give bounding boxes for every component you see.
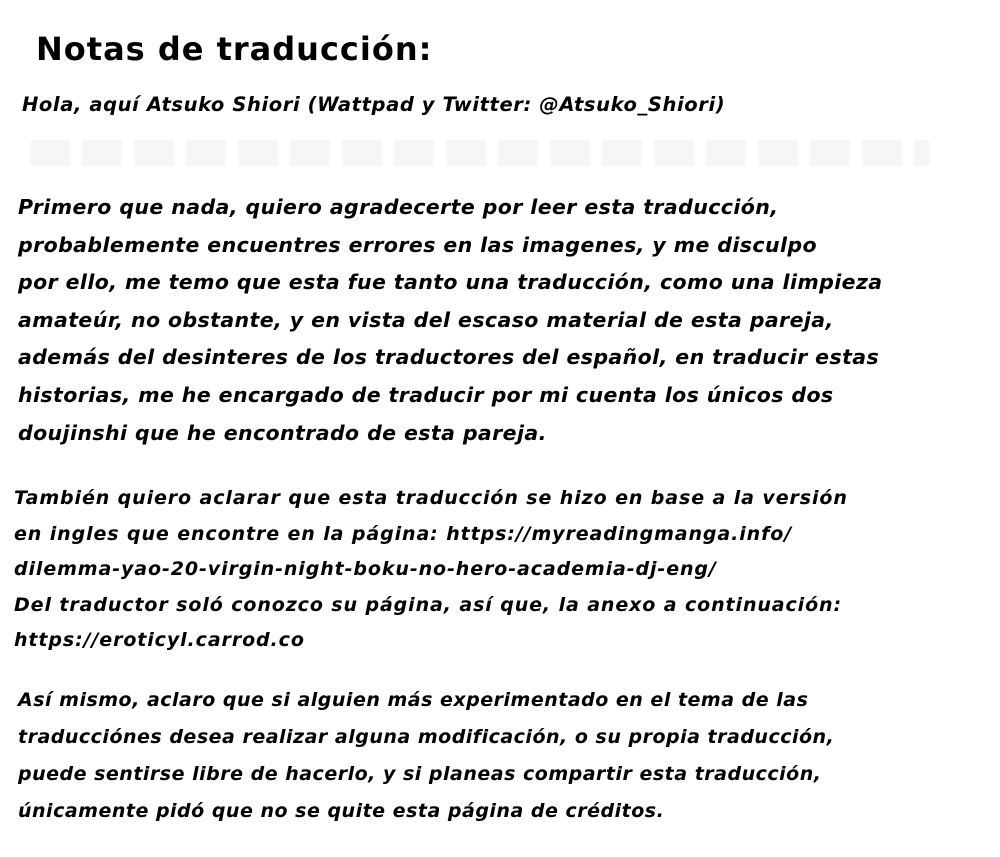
paragraph-line: dilemma-yao-20-virgin-night-boku-no-hero-academia-dj-eng/ <box>14 558 717 580</box>
paragraph-thanks <box>18 189 883 452</box>
intro-line: Hola, aquí Atsuko Shiori (Wattpad y Twitter: @Atsuko_Shiori) <box>22 93 726 116</box>
paragraph-line: amateúr, no obstante, y en vista del escaso material de esta pareja, <box>18 307 834 332</box>
paragraph-line: doujinshi que he encontrado de esta pareja. <box>18 420 547 445</box>
paragraph-line: https://eroticyl.carrod.co <box>14 629 305 651</box>
page-title: Notas de traducción: <box>36 30 433 68</box>
paragraph-line: además del desinteres de los traductores del español, en traducir estas <box>18 345 880 370</box>
paragraph-permissions <box>18 682 834 830</box>
paragraph-line: probablemente encuentres errores en las imagenes, y me disculpo <box>18 232 817 257</box>
paragraph-line: puede sentirse libre de hacerlo, y si planeas compartir esta traducción, <box>18 763 822 785</box>
paragraph-line: Así mismo, aclaro que si alguien más experimentado en el tema de las <box>18 689 809 711</box>
paragraph-line: También quiero aclarar que esta traducción se hizo en base a la versión <box>14 487 848 509</box>
paragraph-line: en ingles que encontre en la página: https://myreadingmanga.info/ <box>14 522 793 545</box>
paragraph-line: Primero que nada, quiero agradecerte por leer esta traducción, <box>18 195 779 219</box>
paragraph-line: por ello, me temo que esta fue tanto una traducción, como una limpieza <box>18 270 883 295</box>
paragraph-line: traducciónes desea realizar alguna modificación, o su propia traducción, <box>18 726 835 748</box>
paragraph-line: únicamente pidó que no se quite esta página de créditos. <box>18 800 665 822</box>
paragraph-line: Del traductor soló conozco su página, así que, la anexo a continuación: <box>14 593 842 616</box>
paragraph-source <box>14 481 848 659</box>
paragraph-line: historias, me he encargado de traducir por mi cuenta los únicos dos <box>18 382 834 407</box>
faint-background-bleed <box>30 140 930 166</box>
